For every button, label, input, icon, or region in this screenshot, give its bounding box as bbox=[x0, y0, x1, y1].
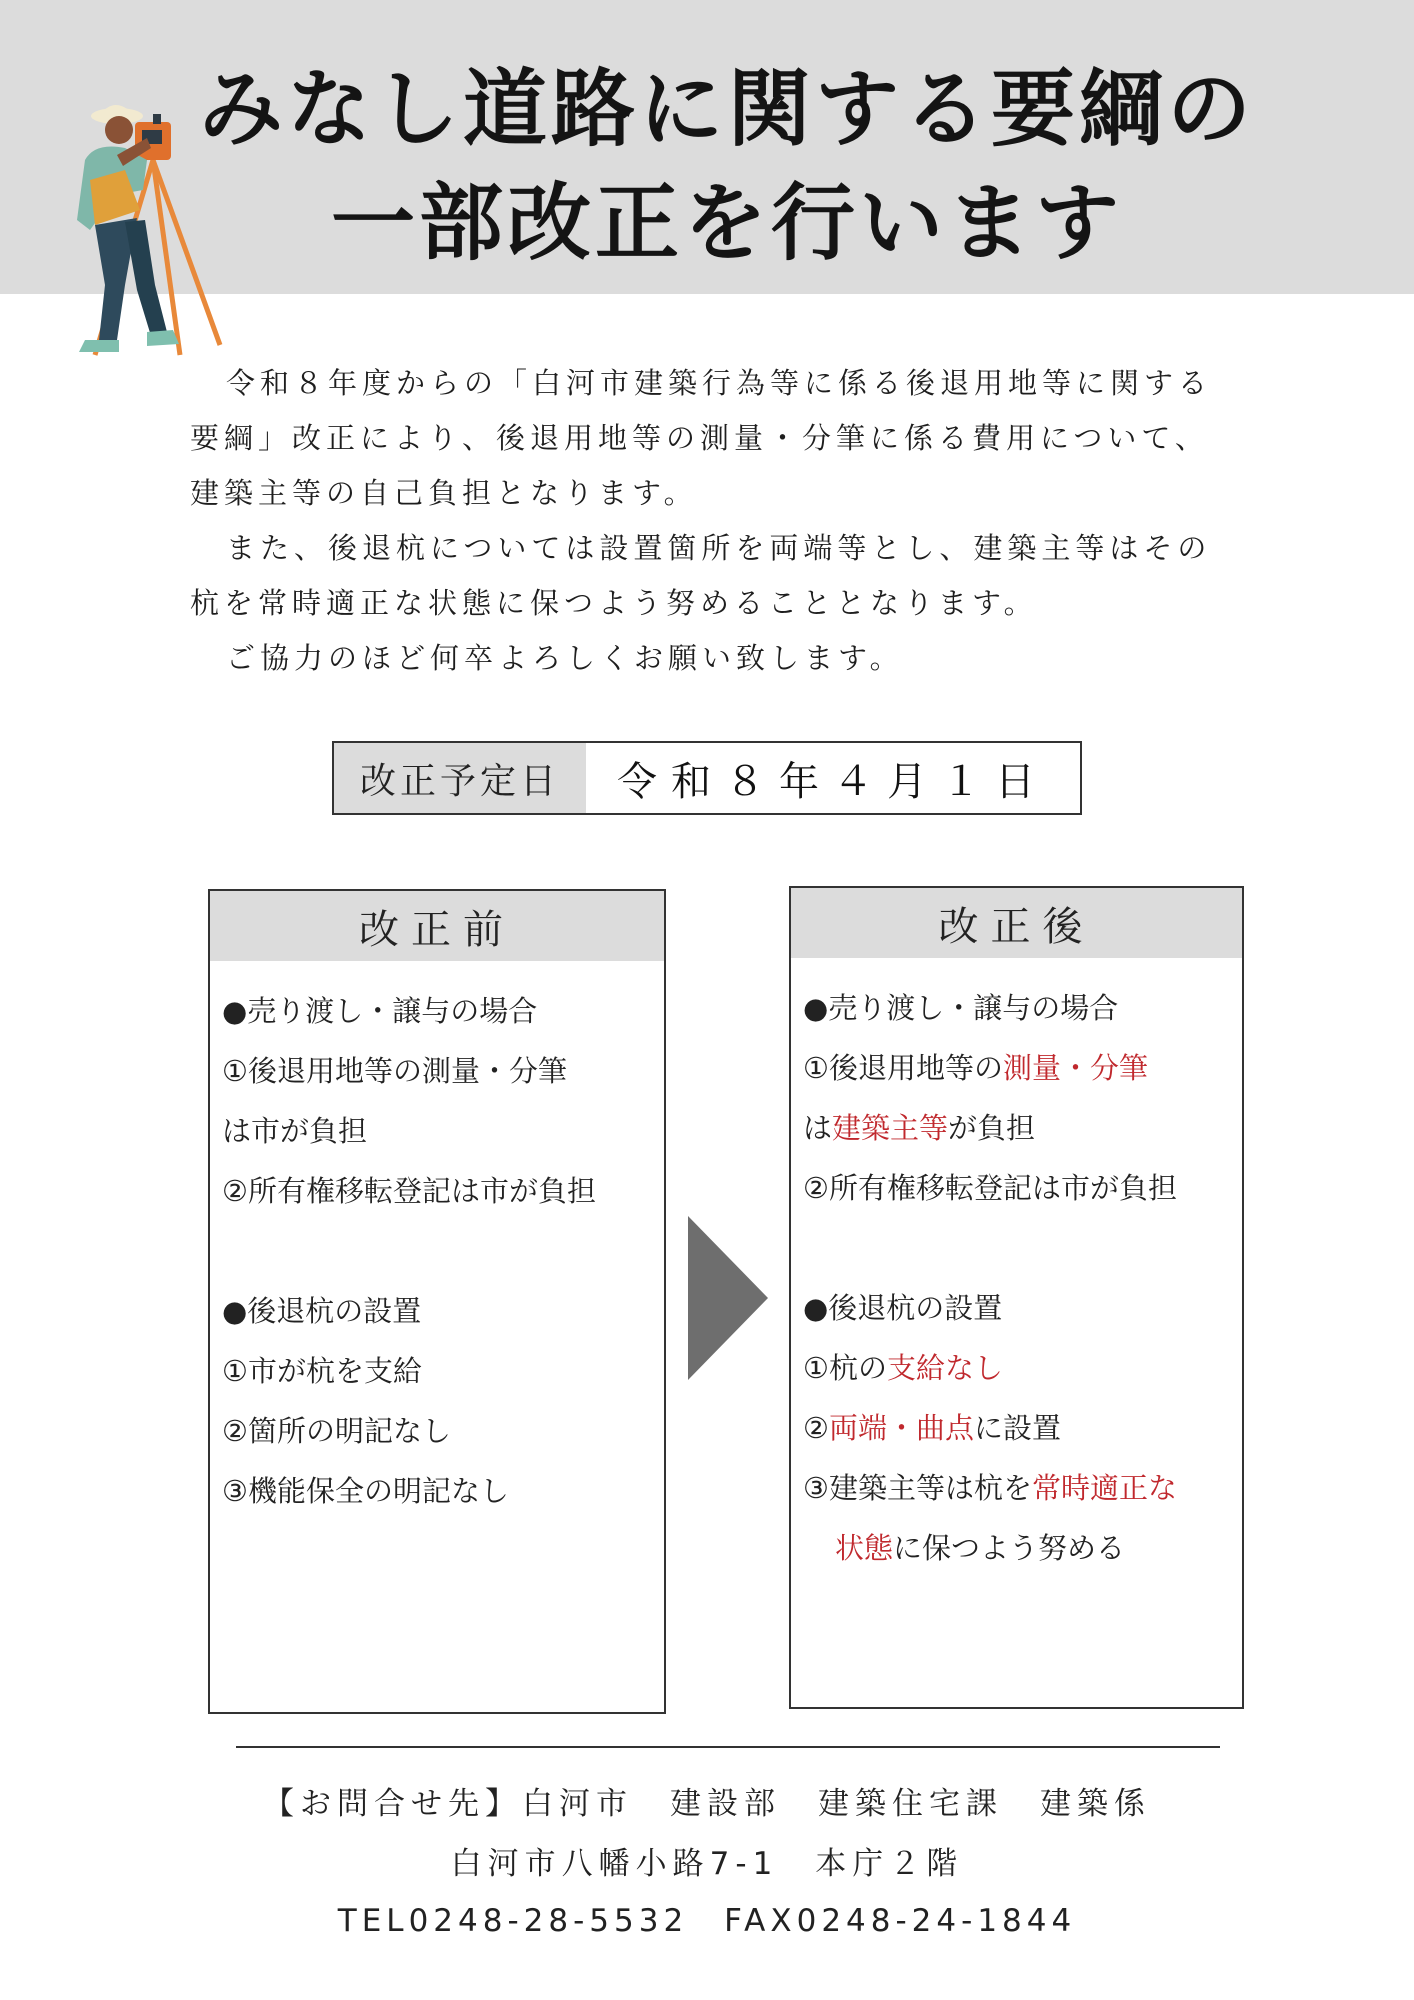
before-heading: 改正前 bbox=[210, 891, 664, 961]
surveyor-illustration-icon bbox=[55, 100, 235, 370]
before-line: ②箇所の明記なし bbox=[222, 1414, 451, 1448]
after-text: は bbox=[803, 1111, 833, 1145]
contact-phone-fax: TEL0248-28-5532 FAX0248-24-1844 bbox=[337, 1903, 1077, 1939]
contact-address: 白河市八幡小路7-1 本庁２階 bbox=[450, 1846, 964, 1882]
after-highlight: 支給なし bbox=[887, 1351, 1004, 1385]
before-line: ③機能保全の明記なし bbox=[222, 1474, 509, 1508]
before-body bbox=[210, 961, 664, 1521]
after-line: ②所有権移転登記は市が負担 bbox=[803, 1171, 1177, 1205]
intro-text bbox=[190, 356, 1220, 686]
before-line: ②所有権移転登記は市が負担 bbox=[222, 1174, 596, 1208]
before-line: ①市が杭を支給 bbox=[222, 1354, 422, 1388]
after-line bbox=[803, 1338, 1242, 1398]
footer-divider bbox=[236, 1746, 1220, 1748]
after-heading: 改正後 bbox=[791, 888, 1242, 958]
after-revision-panel bbox=[789, 886, 1244, 1709]
before-line: ●後退杭の設置 bbox=[222, 1294, 422, 1328]
before-line: は市が負担 bbox=[222, 1114, 368, 1148]
after-highlight: 両端・曲点 bbox=[829, 1411, 975, 1445]
contact-department: 【お問合せ先】白河市 建設部 建築住宅課 建築係 bbox=[263, 1786, 1151, 1822]
after-body bbox=[791, 958, 1242, 1578]
right-arrow-icon bbox=[688, 1216, 768, 1380]
after-highlight: 状態 bbox=[835, 1531, 894, 1565]
before-revision-panel bbox=[208, 889, 666, 1714]
after-line bbox=[803, 1038, 1242, 1098]
after-line bbox=[803, 1098, 1242, 1158]
after-highlight: 測量・分筆 bbox=[1003, 1051, 1149, 1085]
intro-paragraph-3: ご協力のほど何卒よろしくお願い致します。 bbox=[226, 641, 904, 675]
after-text: ①後退用地等の bbox=[803, 1051, 1003, 1085]
intro-paragraph-2: また、後退杭については設置箇所を両端等とし、建築主等はその杭を常時適正な状態に保つよう努めることとなります。 bbox=[190, 531, 1212, 620]
page-title-line-1: みなし道路に関する要綱の bbox=[198, 60, 1255, 158]
before-line: ●売り渡し・譲与の場合 bbox=[222, 994, 538, 1028]
spacer bbox=[803, 1218, 1242, 1278]
after-text: ①杭の bbox=[803, 1351, 887, 1385]
page-title-line-2: 一部改正を行います bbox=[330, 174, 1123, 272]
before-line: ①後退用地等の測量・分筆 bbox=[222, 1054, 567, 1088]
revision-date-label: 改正予定日 bbox=[334, 743, 586, 813]
after-line bbox=[803, 1458, 1242, 1518]
after-line bbox=[803, 1398, 1242, 1458]
after-highlight: 建築主等 bbox=[832, 1111, 949, 1145]
spacer bbox=[222, 1221, 664, 1281]
after-text: ③建築主等は杭を bbox=[803, 1471, 1032, 1505]
after-line: ●売り渡し・譲与の場合 bbox=[803, 991, 1119, 1025]
after-line bbox=[803, 1518, 1242, 1578]
after-text: ② bbox=[803, 1411, 829, 1445]
intro-paragraph-1: 令和８年度からの「白河市建築行為等に係る後退用地等に関する要綱」改正により、後退用地等の測量・分筆に係る費用について、建築主等の自己負担となります。 bbox=[190, 366, 1213, 510]
after-text: に設置 bbox=[974, 1411, 1062, 1445]
revision-date-box bbox=[332, 741, 1082, 815]
after-text: が負担 bbox=[948, 1111, 1036, 1145]
after-text: に保つよう努める bbox=[893, 1531, 1126, 1565]
after-line: ●後退杭の設置 bbox=[803, 1291, 1003, 1325]
revision-date-value: 令和８年４月１日 bbox=[617, 758, 1049, 805]
after-highlight: 常時適正な bbox=[1032, 1471, 1178, 1505]
